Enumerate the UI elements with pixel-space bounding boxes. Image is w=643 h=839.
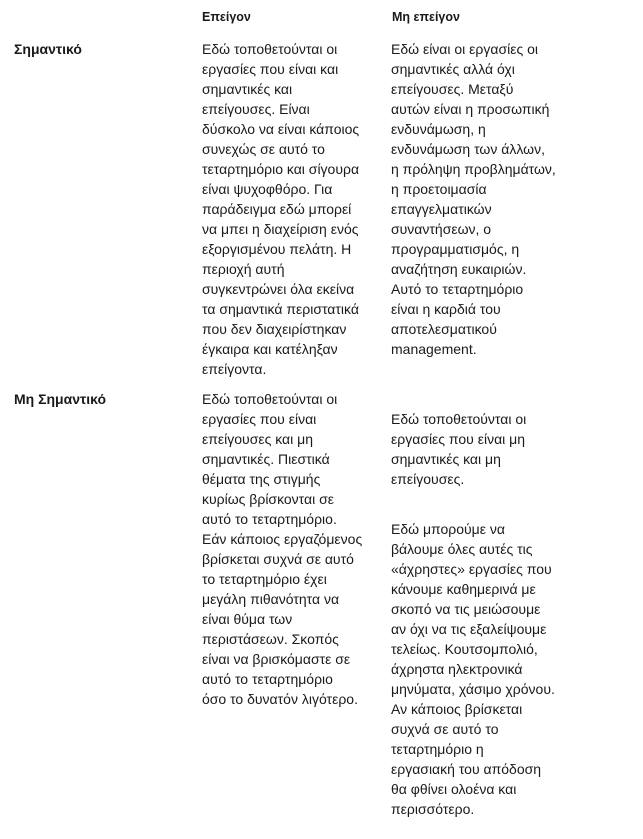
priority-matrix — [14, 10, 634, 817]
cell-not-important-not-urgent — [391, 389, 591, 839]
cell-not-important-urgent: Εδώ τοποθετούνται οι εργασίες που είναι επείγουσες και μη σημαντικές. Πιεστικά θέματα της στιγμής κυρίως βρίσκονται σε αυτό το τεταρτημόριο. Εάν κάποιος εργαζόμενος βρίσκεται συχνά σε αυτό το τεταρτημόριο έχει μεγάλη πιθανότητα να είναι θύμα των περιστάσεων. Σκοπός είναι να βρισκόμαστε σε αυτό το τεταρτημόριο όσο το δυνατόν λιγότερο. — [202, 391, 363, 707]
column-header-not-urgent: Μη επείγον — [392, 10, 460, 24]
cell-important-urgent: Εδώ τοποθετούνται οι εργασίες που είναι και σημαντικές και επείγουσες. Είναι δύσκολο να είναι κάποιος συνεχώς σε αυτό το τεταρτημόριο και σίγουρα είναι ψυχοφθόρο. Για παράδειγμα εδώ μπορεί να μπει η διαχείριση ενός εξοργισμένου πελάτη. Η περιοχή αυτή συγκεντρώνει όλα εκείνα τα σημαντικά περιστατικά που δεν διαχειρίστηκαν έγκαιρα και κατέληξαν επείγοντα. — [202, 41, 360, 377]
column-header-urgent: Επείγον — [202, 10, 251, 24]
row-important — [14, 24, 634, 379]
cell-important-not-urgent: Εδώ είναι οι εργασίες οι σημαντικές αλλά όχι επείγουσες. Μεταξύ αυτών είναι η προσωπική ενδυνάμωση, η ενδυνάμωση των άλλων, η πρόληψη προβλημάτων, η προετοιμασία επαγγελματικών συναντήσεων, ο προγραμματισμός, η αναζήτηση ευκαιριών. Αυτό το τεταρτημόριο είναι η καρδιά του αποτελεσματικού management. — [391, 41, 556, 357]
cell-paragraph: Εδώ τοποθετούνται οι εργασίες που είναι μη σημαντικές και μη επείγουσες. — [391, 411, 527, 487]
row-label-not-important: Μη Σημαντικό — [14, 391, 107, 407]
row-label-important: Σημαντικό — [14, 41, 82, 57]
column-header-row — [14, 10, 634, 24]
cell-paragraph: Εδώ μπορούμε να βάλουμε όλες αυτές τις «άχρηστες» εργασίες που κάνουμε καθημερινά με σκοπό να τις μειώσουμε αν όχι να τις εξαλείψουμε τελείως. Κουτσομπολιό, άχρηστα ηλεκτρονικά μηνύματα, χάσιμο χρόνου. Αν κάποιος βρίσκεται συχνά σε αυτό το τεταρτημόριο η εργασιακή του απόδοση θα φθίνει ολοένα και περισσότερο. — [391, 521, 555, 817]
